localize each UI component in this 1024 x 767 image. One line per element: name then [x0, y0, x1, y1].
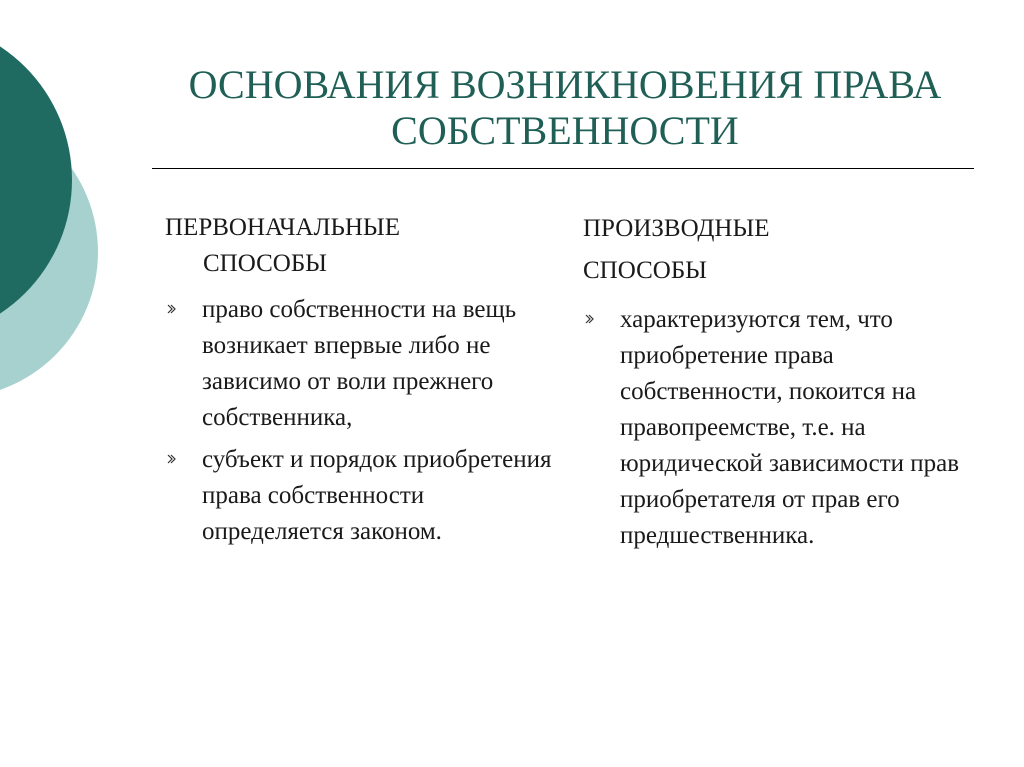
chevron-right-double-icon	[165, 452, 179, 466]
bullet-text: субъект и порядок приобретения права собственности определяется законом.	[202, 446, 552, 545]
chevron-right-double-icon	[165, 302, 179, 316]
left-heading-line1: ПЕРВОНАЧАЛЬНЫЕ	[165, 214, 401, 241]
left-heading	[165, 210, 555, 282]
chevron-right-double-icon	[583, 312, 597, 326]
bullet-text: характеризуются тем, что приобретение права собственности, покоится на правопреемстве, т.е. на юридической зависимости прав приобретателя от прав его предшественника.	[620, 306, 960, 549]
decorative-circles	[0, 0, 110, 400]
left-heading-line2: СПОСОБЫ	[203, 250, 327, 277]
title-divider	[152, 168, 974, 169]
right-heading-line2: СПОСОБЫ	[583, 257, 707, 284]
list-item	[165, 442, 555, 550]
list-item	[165, 292, 555, 436]
list-item	[583, 302, 983, 554]
left-bullet-list	[165, 292, 555, 550]
left-column	[165, 210, 555, 556]
right-column	[583, 210, 983, 560]
right-heading	[583, 210, 983, 290]
slide-title: ОСНОВАНИЯ ВОЗНИКНОВЕНИЯ ПРАВА СОБСТВЕННОСТИ	[188, 62, 942, 153]
right-bullet-list	[583, 302, 983, 554]
right-heading-line1: ПРОИЗВОДНЫЕ	[583, 215, 770, 242]
bullet-text: право собственности на вещь возникает впервые либо не зависимо от воли прежнего собственника,	[202, 296, 517, 431]
